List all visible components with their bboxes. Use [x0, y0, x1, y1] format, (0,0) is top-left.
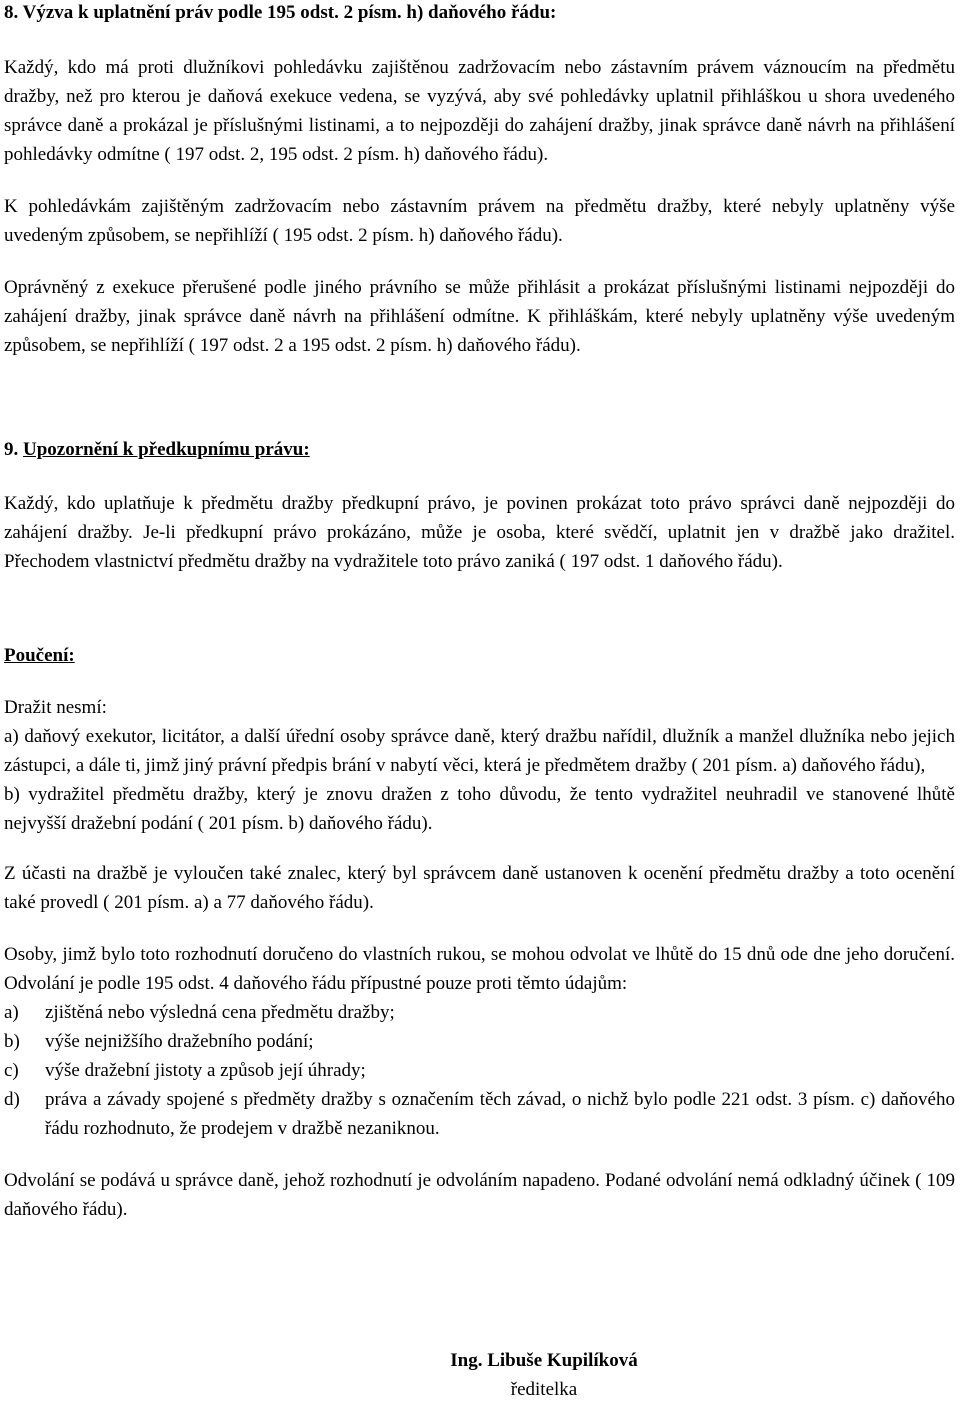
list-item — [4, 1085, 955, 1143]
list-item-label: b) — [4, 1031, 20, 1052]
signature-block — [0, 1346, 960, 1404]
section-9-number: 9. — [4, 439, 23, 460]
list-item-text: výše nejnižšího dražebního podání; — [45, 1031, 314, 1052]
signature-name: Ing. Libuše Kupilíková — [450, 1350, 638, 1371]
list-item-label: a) — [4, 1002, 19, 1023]
list-item-text: výše dražební jistoty a způsob její úhrady; — [45, 1060, 366, 1081]
list-item — [4, 998, 955, 1027]
section-9-title: Upozornění k předkupnímu právu: — [23, 439, 310, 460]
list-item — [4, 1056, 955, 1085]
section-8-paragraph-3: Oprávněný z exekuce přerušené podle jiného právního se může přihlásit a prokázat příslušnými listinami nejpozději do zahájení dražby, jinak správce daně návrh na přihlášení odmítne. K přihláškám, které nebyly uplatněny výše uvedeným způsobem, se nepřihlíží ( 197 odst. 2 a 195 odst. 2 písm. h) daňového řádu). — [4, 277, 955, 356]
pouceni-podani-paragraph: Odvolání se podává u správce daně, jehož rozhodnutí je odvoláním napadeno. Podané odvolání nemá odkladný účinek ( 109 daňového řádu). — [4, 1170, 955, 1220]
document-page — [4, 0, 955, 1224]
list-item — [4, 1027, 955, 1056]
list-item-text: zjištěná nebo výsledná cena předmětu dražby; — [45, 1002, 395, 1023]
section-9-heading — [4, 435, 955, 467]
section-9-paragraph: Každý, kdo uplatňuje k předmětu dražby předkupní právo, je povinen prokázat toto právo správci daně nejpozději do zahájení dražby. Je-li předkupní právo prokázáno, může je osoba, které svědčí, uplatnit jen v dražbě jako dražitel. Přechodem vlastnictví předmětu dražby na vydražitele toto právo zaniká ( 197 odst. 1 daňového řádu). — [4, 493, 955, 572]
pouceni-intro: Dražit nesmí: — [4, 697, 107, 718]
pouceni-znalec-paragraph: Z účasti na dražbě je vyloučen také znalec, který byl správcem daně ustanoven k ocenění předmětu dražby a toto ocenění také provedl ( 201 písm. a) a 77 daňového řádu). — [4, 863, 955, 913]
pouceni-heading: Poučení: — [4, 645, 75, 666]
odvolani-list — [4, 998, 955, 1143]
pouceni-item-b: b) vydražitel předmětu dražby, který je znovu dražen z toho důvodu, že tento vydražitel neuhradil ve stanovené lhůtě nejvyšší dražební podání ( 201 písm. b) daňového řádu). — [4, 784, 955, 834]
pouceni-odvolani-paragraph: Osoby, jimž bylo toto rozhodnutí doručeno do vlastních rukou, se mohou odvolat ve lhůtě do 15 dnů ode dne jeho doručení. Odvolání je podle 195 odst. 4 daňového řádu přípustné pouze proti těmto údajům: — [4, 944, 955, 994]
section-8-paragraph-1: Každý, kdo má proti dlužníkovi pohledávku zajištěnou zadržovacím nebo zástavním právem váznoucím na předmětu dražby, než pro kterou je daňová exekuce vedena, se vyzývá, aby své pohledávky uplatnil přihláškou u shora uvedeného správce daně a prokázal je příslušnými listinami, a to nejpozději do zahájení dražby, jinak správce daně návrh na přihlášení pohledávky odmítne ( 197 odst. 2, 195 odst. 2 písm. h) daňového řádu). — [4, 57, 955, 165]
list-item-label: d) — [4, 1089, 20, 1110]
list-item-text: práva a závady spojené s předměty dražby s označením těch závad, o nichž bylo podle 221 odst. 3 písm. c) daňového řádu rozhodnuto, že prodejem v dražbě nezaniknou. — [45, 1089, 955, 1139]
signature-title: ředitelka — [510, 1379, 578, 1400]
pouceni-item-a: a) daňový exekutor, licitátor, a další úřední osoby správce daně, který dražbu nařídil, dlužník a manžel dlužníka nebo jejich zástupci, a dále ti, jimž jiný právní předpis brání v nabytí věci, která je předmětem dražby ( 201 písm. a) daňového řádu), — [4, 726, 955, 776]
section-8-heading: 8. Výzva k uplatnění práv podle 195 odst. 2 písm. h) daňového řádu: — [4, 2, 557, 23]
list-item-label: c) — [4, 1060, 19, 1081]
section-8-paragraph-2: K pohledávkám zajištěným zadržovacím nebo zástavním právem na předmětu dražby, které nebyly uplatněny výše uvedeným způsobem, se nepřihlíží ( 195 odst. 2 písm. h) daňového řádu). — [4, 196, 955, 246]
